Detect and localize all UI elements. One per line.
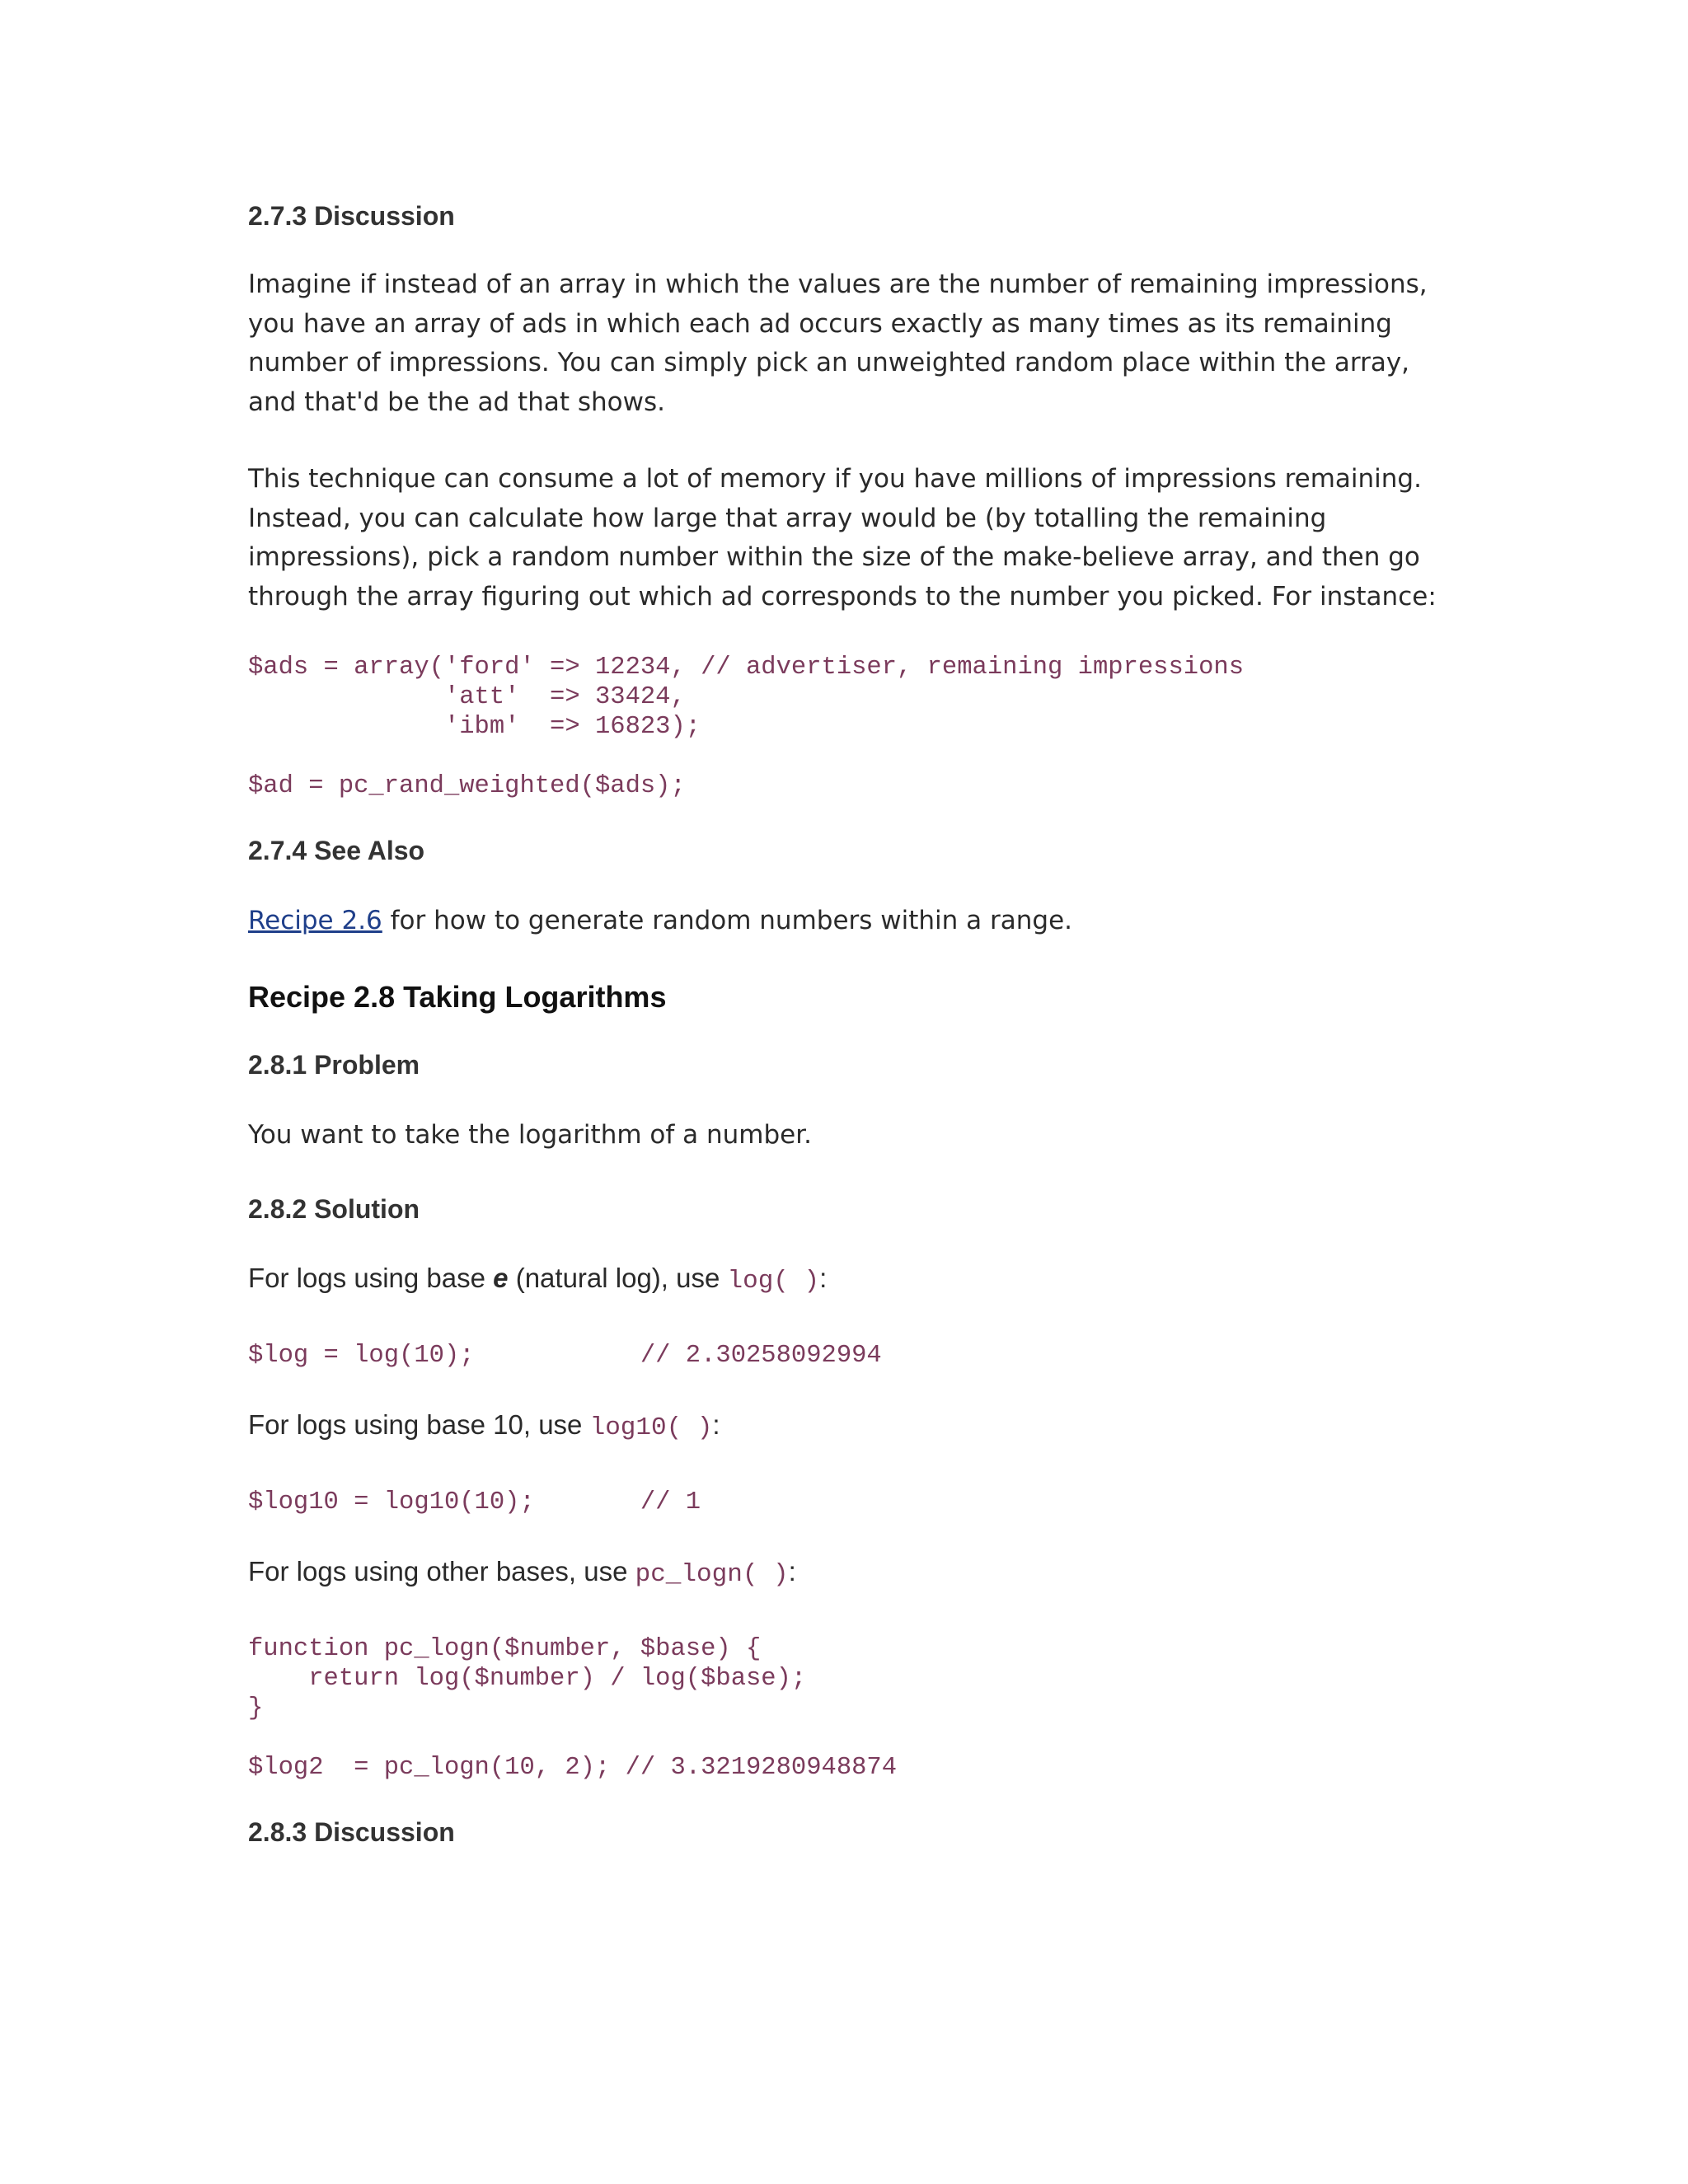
sol2-suffix: :	[712, 1409, 720, 1440]
recipe-title-text: Recipe 2.8 Taking Logarithms	[248, 979, 667, 1014]
solution-line-base10	[248, 1407, 1451, 1446]
section-heading-2-8-2: 2.8.2 Solution	[248, 1194, 420, 1224]
section-heading-2-8-3: 2.8.3 Discussion	[248, 1817, 455, 1847]
sol3-inline-code: pc_logn( )	[635, 1560, 789, 1589]
problem-paragraph: You want to take the logarithm of a number.	[248, 1119, 812, 1150]
sol1-middle: (natural log), use	[508, 1263, 728, 1293]
code-block-ads-array: $ads = array('ford' => 12234, // advertiser, remaining impressions 'att' => 33424, 'ibm' => 16823);	[248, 654, 1244, 741]
sol3-suffix: :	[788, 1556, 796, 1586]
sol1-emph-e: e	[493, 1263, 509, 1293]
section-heading-2-7-3: 2.7.3 Discussion	[248, 201, 455, 231]
solution-line-other-bases	[248, 1554, 1451, 1593]
sol1-suffix: :	[819, 1263, 828, 1293]
discussion-paragraph-1: Imagine if instead of an array in which the values are the number of remaining impressions, you have an array of ads in which each ad occurs exactly as many times as its remaining number of impressions. You can simply pick an unweighted random place within the array, and that'd be the ad that shows.	[248, 269, 1428, 417]
sol2-prefix: For logs using base 10, use	[248, 1409, 590, 1440]
code-block-pc-logn: function pc_logn($number, $base) { return log($number) / log($base); }	[248, 1635, 807, 1722]
sol2-inline-code: log10( )	[589, 1413, 713, 1442]
see-also-text: for how to generate random numbers within a range.	[382, 906, 1073, 935]
sol1-prefix: For logs using base	[248, 1263, 494, 1293]
page-content	[248, 190, 1451, 1849]
solution-line-natural-log	[248, 1260, 1451, 1300]
code-block-log: $log = log(10); // 2.30258092994	[248, 1342, 882, 1370]
sol1-inline-code: log( )	[727, 1267, 820, 1296]
code-block-log2: $log2 = pc_logn(10, 2); // 3.3219280948874	[248, 1754, 898, 1782]
recipe-2-6-link[interactable]: Recipe 2.6	[248, 906, 382, 935]
code-block-rand-weighted: $ad = pc_rand_weighted($ads);	[248, 772, 686, 800]
see-also-paragraph	[248, 902, 1451, 941]
section-heading-2-7-4: 2.7.4 See Also	[248, 836, 425, 865]
sol3-prefix: For logs using other bases, use	[248, 1556, 635, 1586]
code-block-log10: $log10 = log10(10); // 1	[248, 1488, 701, 1516]
recipe-2-8-title	[248, 979, 1451, 1015]
section-heading-2-8-1: 2.8.1 Problem	[248, 1049, 420, 1080]
discussion-paragraph-2: This technique can consume a lot of memory if you have millions of impressions remaining. Instead, you can calculate how large that array would be (by totalling the remaining impressions), pick a random number within the size of the make-believe array, and then go through the array figuring out which ad corresponds to the number you picked. For instance:	[248, 464, 1437, 612]
